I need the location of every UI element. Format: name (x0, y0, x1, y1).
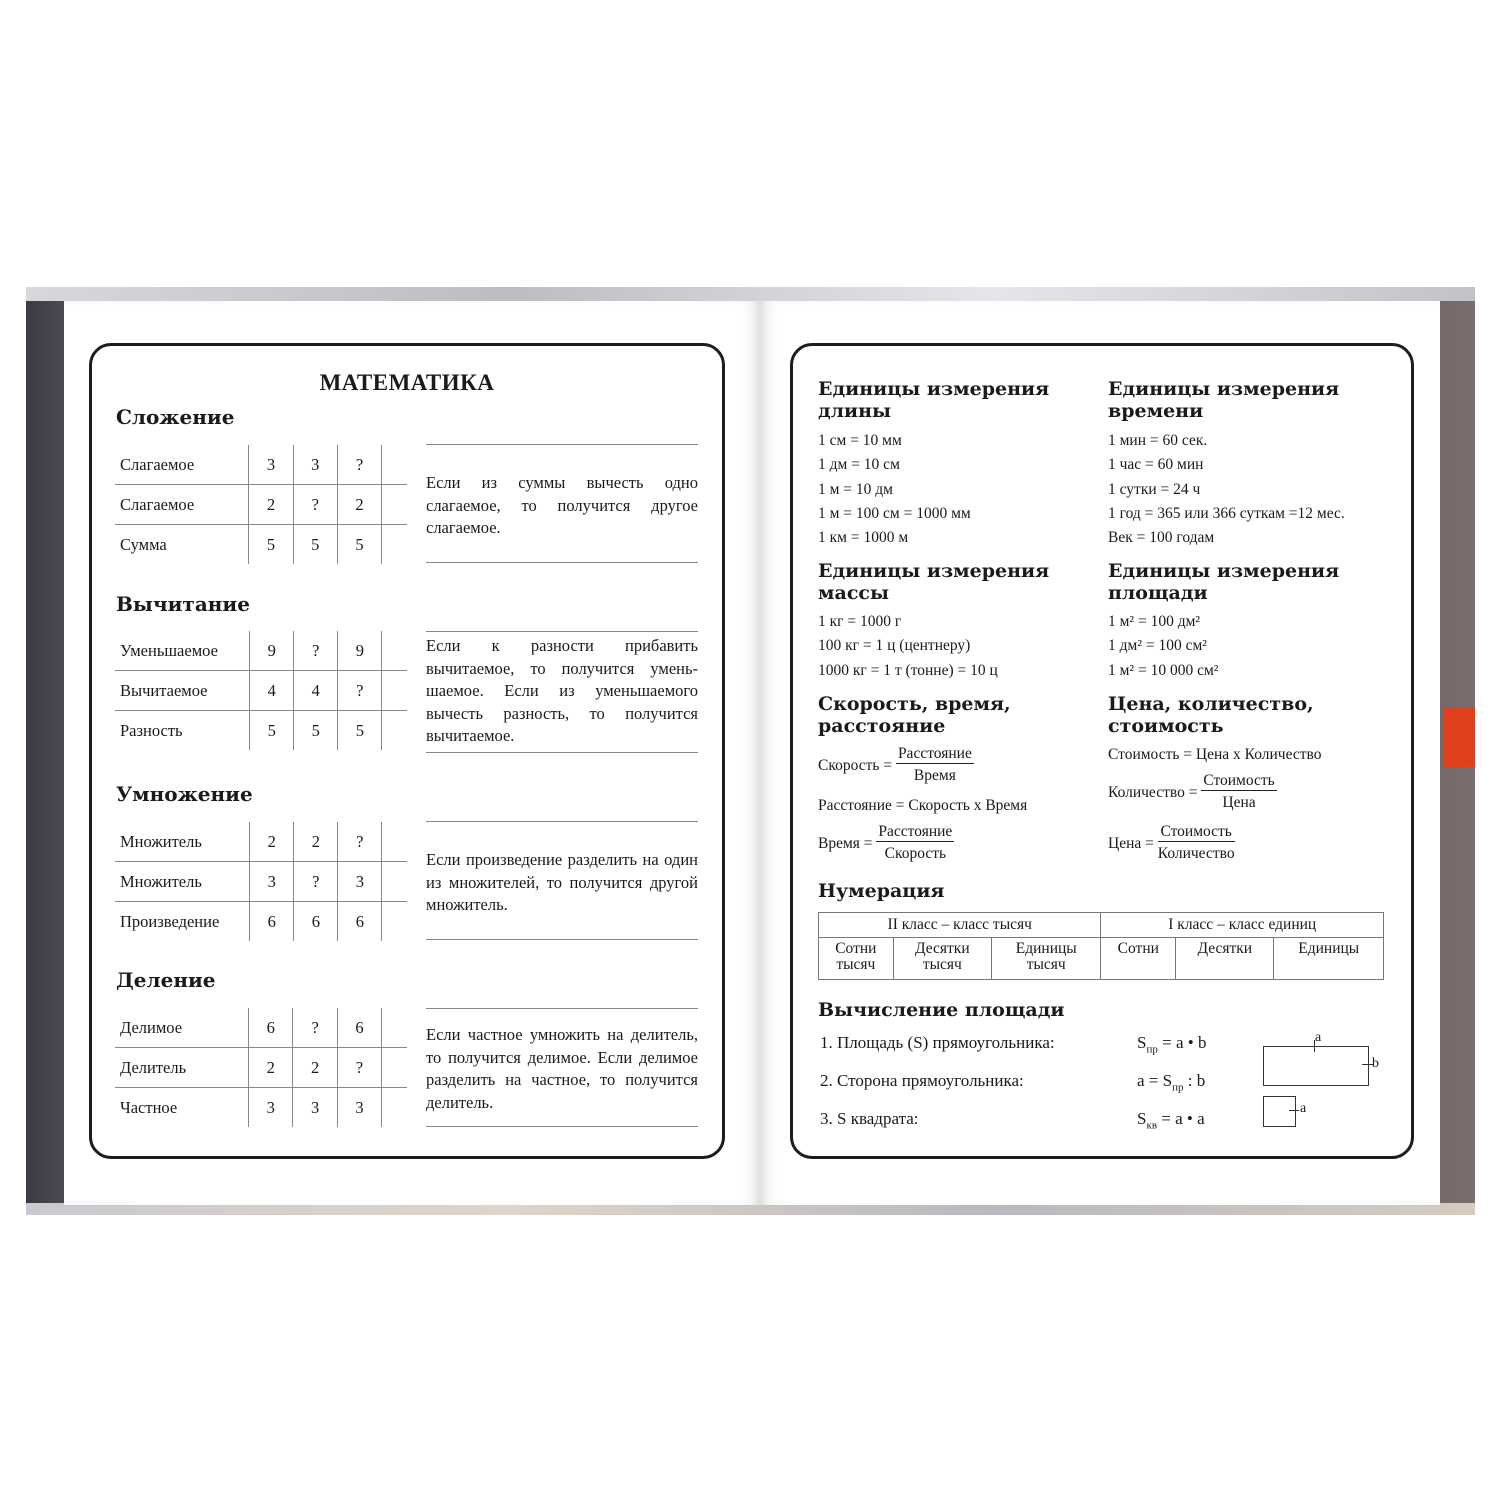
section-heading-subtraction: Вычитание (116, 592, 250, 616)
table-row (115, 525, 407, 565)
row-label: Слагаемое (120, 454, 195, 474)
row-label: Делитель (115, 1048, 249, 1088)
cell: 3 (338, 862, 382, 902)
list-item: 1 сутки = 24 ч (1108, 480, 1201, 498)
formula-price (1108, 823, 1235, 866)
table-row (115, 1008, 407, 1048)
digit-header (819, 938, 894, 980)
cell: 3 (249, 1088, 293, 1128)
section-heading-numeration: Нумерация (818, 880, 945, 902)
rule-text-subtraction: Если к разности прибавить вычитаемое, то получится уменьшаемое. Если из уменьшаемого вычесть разность, то получится вычитаемое. (426, 636, 698, 745)
row-label: Множитель (120, 831, 202, 851)
row-label: Произведение (115, 902, 250, 942)
area-item-label: 2. Сторона прямоугольника: (820, 1071, 1024, 1090)
section-heading-addition: Сложение (116, 405, 235, 429)
page-title: МАТЕМАТИКА (319, 370, 495, 395)
section-heading-division: Деление (116, 968, 216, 992)
list-item: 100 кг = 1 ц (центнеру) (818, 637, 971, 655)
row-label: Разность (115, 711, 250, 751)
digit-header (1274, 938, 1384, 980)
cell: ? (337, 1048, 381, 1088)
table-row (115, 862, 407, 902)
cell: 3 (293, 1088, 337, 1128)
formula-time (818, 823, 954, 866)
class-header: II класс – класс тысяч (819, 913, 1101, 938)
cell: 6 (249, 1008, 293, 1048)
cell: 5 (338, 711, 382, 751)
cell: 3 (293, 445, 337, 485)
digit-label: Десятки (915, 940, 970, 957)
area-units-list (1108, 610, 1218, 683)
digit-label-sub: тысяч (836, 956, 876, 973)
addition-table (115, 445, 407, 564)
cell: 5 (250, 711, 294, 751)
divider (426, 562, 698, 563)
table-row (115, 902, 407, 942)
rule-text-division: Если частное умножить на делитель, то получится делимое. Если делимое разделить на частное, то получится делитель. (426, 1025, 698, 1112)
row-label: Сумма (115, 525, 249, 565)
fraction-denominator: Время (913, 767, 956, 784)
list-item: 1 дм = 10 см (818, 456, 900, 474)
fraction-numerator: Расстояние (897, 745, 972, 762)
table-row (115, 671, 407, 711)
divider (426, 752, 698, 753)
length-units-list (818, 429, 971, 550)
cell: 5 (249, 525, 293, 565)
formula-left: Цена = (1108, 835, 1154, 853)
list-item: 1 м² = 10 000 см² (1108, 661, 1219, 679)
digit-label-sub: тысяч (1026, 956, 1066, 973)
table-row (115, 631, 407, 671)
cell: ? (338, 822, 382, 862)
cell (382, 862, 407, 902)
cell (382, 822, 407, 862)
square-side-label: a (1300, 1101, 1307, 1116)
divider (426, 1008, 698, 1009)
table-row (115, 485, 407, 525)
table-row (115, 1048, 407, 1088)
row-label: Частное (115, 1088, 249, 1128)
list-item: 1000 кг = 1 т (тонне) = 10 ц (818, 661, 998, 679)
divider (426, 939, 698, 940)
formula-left: Время = (818, 835, 873, 853)
cell: 5 (337, 525, 381, 565)
area-item-label: 3. S квадрата: (820, 1109, 919, 1128)
multiplication-table (115, 822, 407, 941)
area-formula-text: $S_{кв} = a$ • a (1137, 1109, 1205, 1132)
list-item: 1 м = 100 см = 1000 мм (818, 504, 971, 522)
fraction-denominator: Количество (1157, 845, 1235, 862)
class-header: I класс – класс единиц (1101, 913, 1384, 938)
formula-cost: Стоимость = Цена х Количество (1108, 746, 1322, 763)
list-item: 1 час = 60 мин (1108, 456, 1204, 474)
cell (382, 1088, 407, 1128)
cell: 2 (294, 822, 338, 862)
list-item: 1 см = 10 мм (818, 432, 902, 449)
row-label: Делимое (120, 1017, 183, 1037)
fraction-numerator: Стоимость (1158, 823, 1235, 842)
cell: 4 (250, 671, 294, 711)
formula-distance: Расстояние = Скорость х Время (818, 797, 1028, 814)
list-item: 1 км = 1000 м (818, 529, 909, 547)
fraction-numerator: Стоимость (1203, 772, 1275, 789)
area-formula (1137, 1071, 1205, 1093)
cell (382, 1048, 407, 1088)
area-item-label: 1. Площадь (S) прямоугольника: (820, 1033, 1055, 1052)
list-item: Век = 100 годам (1108, 529, 1215, 547)
digit-header (893, 938, 991, 980)
table-row (115, 445, 407, 485)
area-formula-text: $S_{пр} = a$ • b (1137, 1033, 1207, 1056)
cell: 3 (249, 445, 293, 485)
table-row (115, 822, 407, 862)
cell: 6 (250, 902, 294, 942)
fraction (896, 745, 974, 788)
fraction-numerator: Расстояние (878, 823, 953, 840)
cell (382, 485, 407, 525)
digit-label: Сотни (1117, 940, 1159, 957)
cell: 2 (249, 485, 293, 525)
cell: 2 (250, 822, 294, 862)
rect-side-b-label: b (1372, 1056, 1379, 1071)
divider (426, 821, 698, 822)
cell: 3 (337, 1088, 381, 1128)
list-item: 1 дм² = 100 см² (1108, 637, 1207, 655)
cell (382, 711, 407, 751)
area-formula (1137, 1033, 1206, 1055)
time-units-list (1108, 429, 1345, 550)
table-row (115, 1088, 407, 1128)
area-formula-text: $a = S_{пр}$ : b (1137, 1071, 1206, 1094)
section-heading-length: Единицы измерения длины (818, 378, 1050, 422)
digit-label: Сотни (835, 940, 877, 957)
formula-quantity (1108, 772, 1277, 815)
section-heading-time: Единицы измерения времени (1108, 378, 1340, 422)
section-heading-mass: Единицы измерения массы (818, 560, 1050, 604)
formula-left: Скорость = (818, 757, 893, 775)
table-row (819, 913, 1384, 938)
cell: 2 (249, 1048, 293, 1088)
divider (426, 631, 698, 632)
square-diagram (1263, 1096, 1296, 1127)
row-label: Множитель (115, 862, 250, 902)
cell: 6 (294, 902, 338, 942)
row-label: Вычитаемое (115, 671, 250, 711)
digit-label: Единицы (1298, 940, 1360, 957)
fraction-denominator: Скорость (884, 845, 947, 862)
area-formula (1137, 1109, 1205, 1131)
cell (382, 631, 407, 671)
cell: 5 (293, 525, 337, 565)
cell (382, 671, 407, 711)
cell: 3 (250, 862, 294, 902)
digit-header (1101, 938, 1176, 980)
cell: 2 (337, 485, 381, 525)
fraction-denominator: Цена (1222, 794, 1256, 811)
digit-label-sub: тысяч (922, 956, 962, 973)
formula-speed (818, 745, 974, 788)
cell: 6 (338, 902, 382, 942)
digit-label: Десятки (1197, 940, 1253, 957)
fraction (876, 823, 954, 866)
cell: ? (293, 485, 337, 525)
fraction (1201, 772, 1276, 815)
division-table (115, 1008, 407, 1127)
section-heading-multiplication: Умножение (116, 782, 253, 806)
row-label: Слагаемое (115, 485, 249, 525)
section-heading-area-units: Единицы измерения площади (1108, 560, 1340, 604)
list-item: 1 кг = 1000 г (818, 613, 902, 630)
cell: 2 (293, 1048, 337, 1088)
section-heading-price: Цена, количество, стоимость (1108, 693, 1314, 737)
mass-units-list (818, 610, 998, 683)
table-row (819, 938, 1384, 980)
list-item: 1 мин = 60 сек. (1108, 432, 1208, 449)
cover-decoration (1444, 707, 1475, 767)
cell: ? (294, 862, 338, 902)
cover-decoration (26, 1205, 116, 1211)
divider (426, 444, 698, 445)
tick-mark (1289, 1110, 1299, 1111)
cell: 5 (294, 711, 338, 751)
list-item: 1 год = 365 или 366 суткам =12 мес. (1108, 504, 1345, 522)
cell: 6 (337, 1008, 381, 1048)
cell (382, 445, 407, 485)
cell: 4 (294, 671, 338, 711)
cell: ? (337, 445, 381, 485)
numeration-table (818, 912, 1384, 980)
formula-left: Количество = (1108, 784, 1198, 802)
list-item: 1 м = 10 дм (818, 480, 893, 498)
rule-text-multiplication: Если произведение разделить на один из множителей, то получится другой множитель. (426, 850, 698, 914)
cell: ? (293, 1008, 337, 1048)
section-heading-area-calc: Вычисление площади (818, 999, 1065, 1021)
section-heading-speed: Скорость, время, расстояние (818, 693, 1011, 737)
cell: 9 (250, 631, 294, 671)
cell: 9 (338, 631, 382, 671)
row-label: Уменьшаемое (120, 640, 218, 660)
cell (382, 1008, 407, 1048)
rule-text-addition: Если из суммы вычесть одно слагаемое, то получится другое слагаемое. (426, 473, 698, 537)
rect-side-a-label: a (1315, 1030, 1322, 1045)
digit-header (991, 938, 1100, 980)
cell: ? (294, 631, 338, 671)
digit-label: Единицы (1015, 940, 1077, 957)
divider (426, 1126, 698, 1127)
cell (382, 902, 407, 942)
cell: ? (338, 671, 382, 711)
fraction (1158, 823, 1235, 866)
digit-header (1176, 938, 1274, 980)
rectangle-diagram (1263, 1046, 1369, 1086)
cell (382, 525, 407, 565)
subtraction-table (115, 631, 407, 750)
table-row (115, 711, 407, 751)
list-item: 1 м² = 100 дм² (1108, 613, 1201, 630)
